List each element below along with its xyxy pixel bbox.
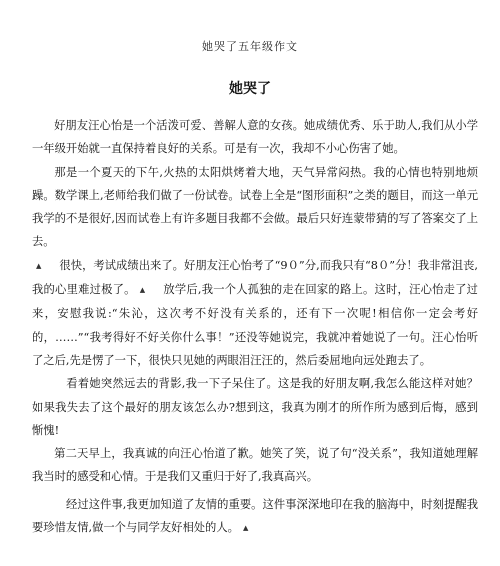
paragraph-3-text: 很快，考试成绩出来了。好朋友汪心怡考了“9０”分,而我只有“8０”分！我非常沮丧,我的心里难过极了。 [32,258,478,297]
paragraph-7 [32,493,478,541]
document-header: 她哭了五年级作文 [202,40,298,53]
paragraph-1 [32,114,478,161]
paragraph-5 [32,372,478,442]
essay-title: 她哭了 [229,81,271,97]
paragraph-2 [32,161,478,254]
paragraph-5-text: 看着她突然远去的背影,我一下子呆住了。这是我的好朋友啊,我怎么能这样对她？如果我失去了这个最好的朋友该怎么办?想到这，我真为刚才的所作所为感到后悔，感到惭愧! [32,377,478,437]
paragraph-2-text: 那是一个夏天的下午,火热的太阳烘烤着大地，天气异常闷热。我的心情也特别地烦躁。数学课上,老师给我们做了一份试卷。试卷上全是“图形面积”之类的题目，而这一单元我学的不是很好,因而试卷上有许多题目我都不会做。最后只好连蒙带猜的写了答案交了上去。 [32,165,478,249]
paragraph-7-text: 经过这件事,我更加知道了友情的重要。这件事深深地印在我的脑海中，时刻提醒我要珍惜友情,做一个与同学友好相处的人。 [32,497,478,535]
paragraph-marker-icon: ▲ [139,286,146,295]
paragraph-6-text: 第二天早上，我真诚的向汪心怡道了歉。她笑了笑，说了句“没关系”，我知道她理解我当时的感受和心情。于是我们又重归于好了,我真高兴。 [32,447,478,484]
paragraph-4-text: 放学后,我一个人孤独的走在回家的路上。这时，汪心怡走了过来，安慰我说:“朱沁，这次考不好没有关系的，还有下一次呢!相信你一定会考好的，……”“我考得好不好关你什么事！”还没等她说完，我就冲着她说了一句。汪心怡听了之后,先是愣了一下，很快只见她的两眼泪汪汪的，然后委屈地向远处跑去了。 [32,283,478,367]
paragraph-3 [32,254,478,372]
essay-body [32,114,478,540]
paragraph-marker-icon: ▲ [242,524,249,533]
paragraph-6 [32,442,478,489]
paragraph-1-text: 好朋友汪心怡是一个活泼可爱、善解人意的女孩。她成绩优秀、乐于助人,我们从小学一年级开始就一直保持着良好的关系。可是有一次，我却不小心伤害了她。 [32,119,478,156]
paragraph-marker-icon: ▲ [36,261,42,270]
